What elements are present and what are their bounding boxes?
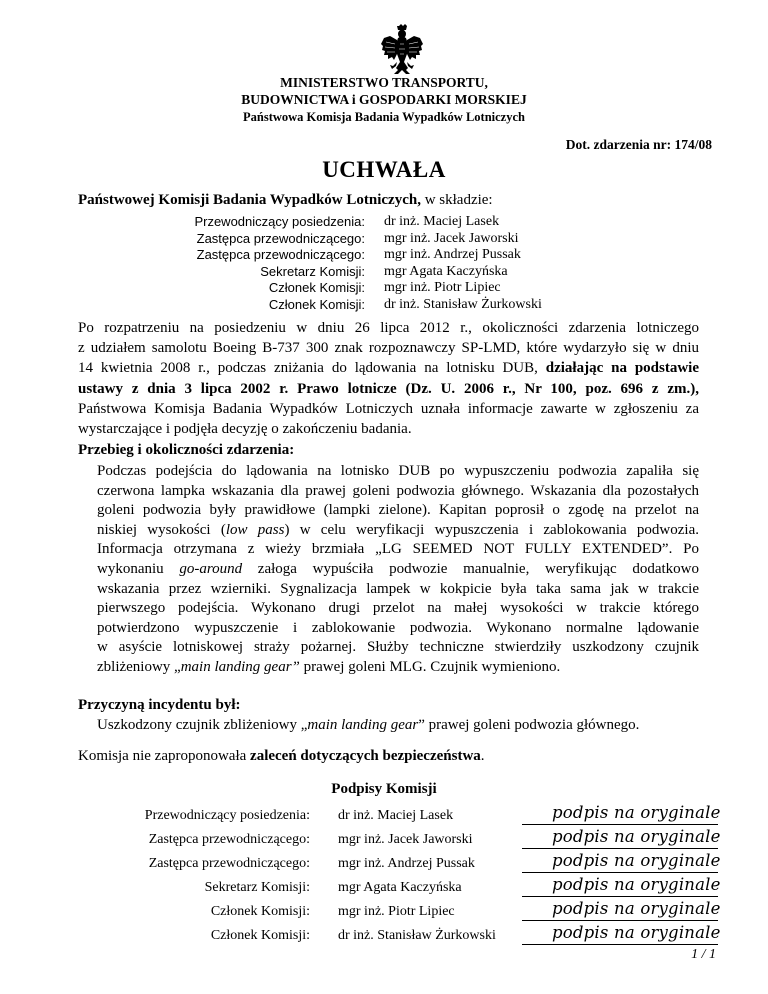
signature-line [522,824,718,825]
conclusion-bold: zaleceń dotyczących bezpieczeństwa [250,748,481,764]
text-italic: low pass [225,521,285,538]
signature-name: mgr inż. Jacek Jaworski [338,832,473,847]
signature-role: Członek Komisji: [210,928,310,943]
text-part: zbliżeniowy „ [97,658,181,675]
paragraph-line: wystarczające i podjęła decyzję o zakończeniu badania. [78,420,412,437]
member-role: Członek Komisji: [268,280,365,296]
paragraph-bold: działając na podstawie [545,360,699,377]
text-line: potwierdzono wypuszczenie i zablokowanie podwozia. Wykonano normalne lądowanie [97,619,699,636]
member-row [0,264,768,281]
member-name: dr inż. Maciej Lasek [384,214,500,229]
paragraph-text: 14 kwietnia 2008 r., podczas zniżania do lądowania na lotnisku DUB, [78,360,546,377]
signature-line [522,872,718,873]
signature-text: podpis na oryginale [552,851,721,870]
text-line [97,716,699,736]
circumstances-text [97,462,699,678]
text-line: Podczas podejścia do lądowania na lotnisko DUB po wypuszczeniu podwozia zapaliła się [97,463,699,479]
intro-rest: w składzie: [420,192,493,208]
signature-name: mgr inż. Andrzej Pussak [338,856,475,871]
text-part: ) w celu weryfikacji wypuszczenia i zablokowania podwozia. [284,521,699,538]
member-row [0,297,768,314]
signature-line [522,944,718,945]
section-heading-cause: Przyczyną incydentu był: [78,697,241,713]
text-part: prawej goleni MLG. Czujnik wymieniono. [299,658,561,675]
signature-role: Zastępca przewodniczącego: [148,832,310,847]
text-italic: main landing gear [307,717,419,733]
text-line: goleni podwozia były prawidłowe (lampki zielone). Kapitan poprosił o zgodę na przelot na [97,502,699,519]
text-line: w asyście lotniskowej straży pożarnej. Służby techniczne stwierdziły uszkodzony czujnik [97,639,699,656]
signature-role: Zastępca przewodniczącego: [148,856,310,871]
member-row [0,280,768,297]
signature-role: Sekretarz Komisji: [204,880,310,895]
ministry-name-line1: MINISTERSTWO TRANSPORTU, [280,75,488,90]
signature-text: podpis na oryginale [552,827,721,846]
signature-line [522,848,718,849]
signature-role: Członek Komisji: [210,904,310,919]
text-line: Informacja otrzymana z wieży brzmiała „LG SEEMED NOT FULLY EXTENDED”. Po [97,541,699,558]
member-role: Sekretarz Komisji: [260,263,365,279]
paragraph-line [78,358,699,378]
signature-line [522,920,718,921]
signature-role: Przewodniczący posiedzenia: [144,808,310,823]
text-part: ” prawej goleni podwozia głównego. [418,717,640,733]
member-name: mgr inż. Piotr Lipiec [384,280,501,296]
member-name: mgr inż. Jacek Jaworski [384,230,519,246]
polish-eagle-emblem-icon [380,24,424,78]
paragraph-line [78,379,699,399]
signature-name: dr inż. Maciej Lasek [338,808,454,823]
members-list [0,214,768,314]
member-role: Zastępca przewodniczącego: [196,230,365,246]
text-line: pierwszego podejścia. Wykonano drugi przelot na małej wysokości w trakcie którego [97,600,699,617]
signature-text: podpis na oryginale [552,875,721,894]
conclusion-text: Komisja nie zaproponowała [78,748,251,764]
signature-name: dr inż. Stanisław Żurkowski [338,928,496,943]
text-part: niskiej wysokości ( [97,521,226,538]
section-heading-circumstances: Przebieg i okoliczności zdarzenia: [78,442,295,458]
text-line [97,560,699,580]
commission-name: Państwowa Komisja Badania Wypadków Lotniczych [243,110,525,124]
page-number: 1 / 1 [691,947,716,962]
conclusion-text: . [480,748,485,764]
text-line [97,658,699,678]
signature-text: podpis na oryginale [552,899,721,918]
ministry-name-line2: BUDOWNICTWA i GOSPODARKI MORSKIEJ [241,92,527,107]
member-row [0,247,768,264]
member-row [0,214,768,231]
member-role: Członek Komisji: [268,296,365,312]
text-part: załoga wypuściła podwozie manualnie, weryfikując dodatkowo [242,560,699,577]
signature-name: mgr Agata Kaczyńska [338,880,462,895]
member-row [0,231,768,248]
paragraph-bold: ustawy z dnia 3 lipca 2002 r. Prawo lotnicze (Dz. U. 2006 r., Nr 100, poz. 696 z zm.), [78,380,699,397]
text-line: wskazania przez wzierniki. Sygnalizacja lampek w kokpicie była taka sama jak w trakcie [97,580,699,597]
signature-line [522,896,718,897]
text-italic: main landing gear” [180,658,300,675]
text-part: Uszkodzony czujnik zbliżeniowy „ [97,717,308,733]
paragraph-line: Państwowa Komisja Badania Wypadków Lotniczych uznała informacje zawarte w zgłoszeniu za [78,400,699,417]
cause-text [97,716,699,736]
member-role: Zastępca przewodniczącego: [196,247,365,263]
case-number: Dot. zdarzenia nr: 174/08 [565,137,712,152]
text-line: czerwona lampka wskazania dla prawej goleni podwozia głównego. Wskazania dla pozostałych [97,482,699,499]
member-role: Przewodniczący posiedzenia: [194,214,365,229]
text-italic: go-around [179,560,243,577]
intro-line [78,192,493,209]
signature-name: mgr inż. Piotr Lipiec [338,904,455,919]
text-line [97,521,699,541]
text-part: wykonaniu [97,560,180,577]
paragraph-line: z udziałem samolotu Boeing B-737 300 znak rozpoznawczy SP-LMD, które wydarzyło się w dniu [78,340,699,357]
signature-text: podpis na oryginale [552,923,721,942]
signatures-title: Podpisy Komisji [331,781,437,797]
document-title: UCHWAŁA [322,157,446,182]
member-name: mgr Agata Kaczyńska [384,263,508,279]
member-name: dr inż. Stanisław Żurkowski [384,296,542,312]
conclusion-line [78,748,485,765]
intro-bold: Państwowej Komisji Badania Wypadków Lotniczych, [78,192,421,208]
signature-row [0,923,768,952]
paragraph-line: Po rozpatrzeniu na posiedzeniu w dniu 26 lipca 2012 r., okoliczności zdarzenia lotniczego [78,320,699,336]
member-name: mgr inż. Andrzej Pussak [384,247,521,263]
signature-text: podpis na oryginale [552,803,721,822]
decision-paragraph [78,318,699,439]
